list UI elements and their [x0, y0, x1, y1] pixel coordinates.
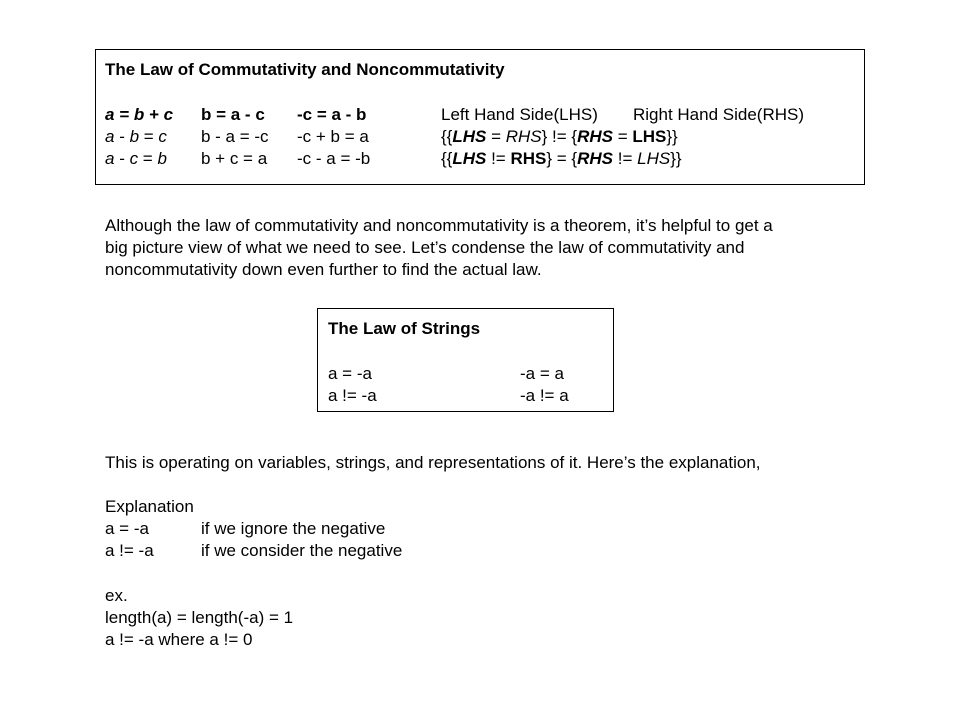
explanation-row-2-desc: if we consider the negative — [201, 541, 403, 560]
explanation-heading: Explanation — [105, 497, 194, 516]
row3-col2: b + c = a — [201, 149, 268, 168]
strings-row2-col2: -a != a — [520, 386, 569, 405]
explanation-row-2-expr: a != -a — [105, 541, 154, 560]
strings-row1-col2: -a = a — [520, 364, 564, 383]
paragraph-line-1: Although the law of commutativity and noncommutativity is a theorem, it’s helpful to get a — [105, 216, 773, 235]
row3-col1: a - c = b — [105, 149, 167, 168]
example-line-2: a != -a where a != 0 — [105, 630, 253, 649]
row2-col4: {{LHS = RHS} != {RHS = LHS}} — [441, 127, 678, 146]
strings-row1-col1: a = -a — [328, 364, 372, 383]
row1-col2: b = a - c — [201, 105, 265, 124]
commutativity-title: The Law of Commutativity and Noncommutativity — [105, 60, 505, 79]
paragraph-line-3: noncommutativity down even further to find the actual law. — [105, 260, 542, 279]
rhs-header: Right Hand Side(RHS) — [633, 105, 805, 124]
strings-row2-col1: a != -a — [328, 386, 377, 405]
row3-col4: {{LHS != RHS} = {RHS != LHS}} — [441, 149, 682, 168]
lhs-header: Left Hand Side(LHS) — [441, 105, 598, 124]
intro-text: This is operating on variables, strings, and representations of it. Here’s the explanation, — [105, 453, 761, 472]
law-of-strings-title: The Law of Strings — [328, 319, 481, 338]
example-line-1: length(a) = length(-a) = 1 — [105, 608, 294, 627]
row1-col3: -c = a - b — [297, 105, 367, 124]
explanation-row-1-expr: a = -a — [105, 519, 149, 538]
row2-col1: a - b = c — [105, 127, 167, 146]
explanation-row-1-desc: if we ignore the negative — [201, 519, 386, 538]
row1-col1: a = b + c — [105, 105, 174, 124]
example-heading: ex. — [105, 586, 128, 605]
row2-col2: b - a = -c — [201, 127, 269, 146]
row2-col3: -c + b = a — [297, 127, 369, 146]
row3-col3: -c - a = -b — [297, 149, 371, 168]
paragraph-line-2: big picture view of what we need to see. Let’s condense the law of commutativity and — [105, 238, 745, 257]
